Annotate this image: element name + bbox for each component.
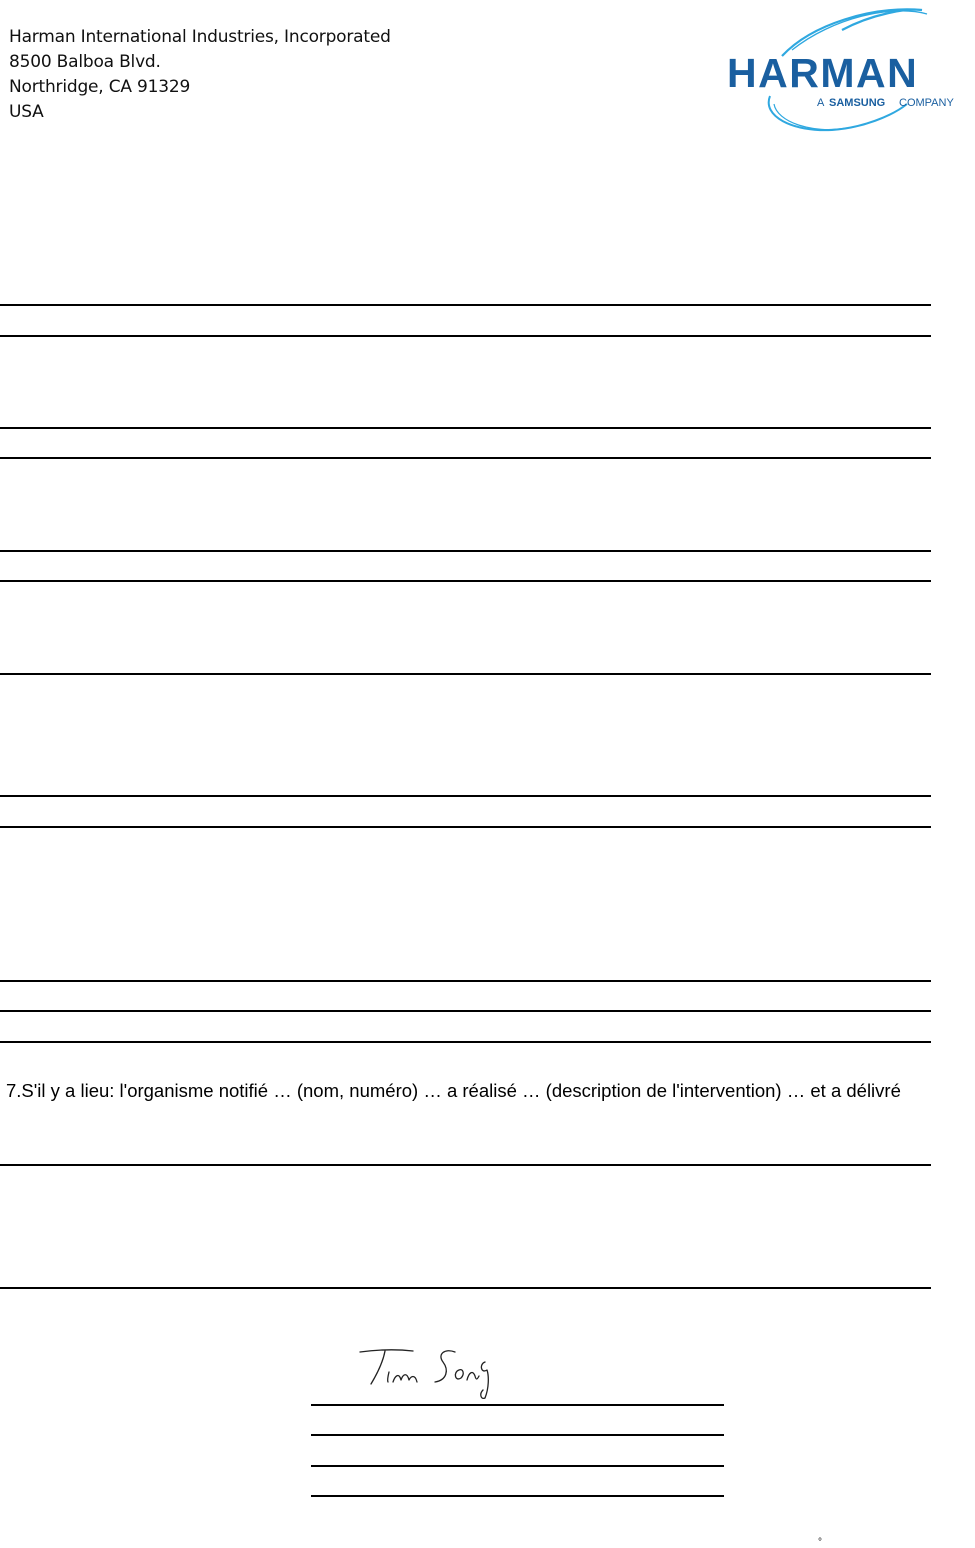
logo-tagline-brand: SAMSUNG bbox=[829, 97, 886, 109]
name-line bbox=[311, 1434, 724, 1436]
form-line bbox=[0, 427, 931, 429]
form-line bbox=[0, 795, 931, 797]
title-line bbox=[311, 1465, 724, 1467]
form-line bbox=[0, 457, 931, 459]
handwritten-signature-icon bbox=[355, 1340, 505, 1404]
section-7-text: 7.S'il y a lieu: l'organisme notifié … (nom, numéro) … a réalisé … (description de l'intervention) … et a délivré bbox=[6, 1080, 901, 1101]
form-line bbox=[0, 1287, 931, 1289]
harman-logo bbox=[722, 4, 972, 136]
address-line-street: 8500 Balboa Blvd. bbox=[9, 52, 161, 72]
form-line bbox=[0, 1010, 931, 1012]
date-line bbox=[311, 1495, 724, 1497]
form-line bbox=[0, 826, 931, 828]
form-line bbox=[0, 673, 931, 675]
form-line bbox=[0, 304, 931, 306]
footer-mark: ° bbox=[818, 1537, 822, 1548]
harman-logo-graphic bbox=[722, 4, 972, 136]
address-line-country: USA bbox=[9, 102, 44, 122]
logo-tagline-prefix: A bbox=[817, 97, 825, 109]
form-line bbox=[0, 335, 931, 337]
form-line bbox=[0, 1041, 931, 1043]
signature-line bbox=[311, 1404, 724, 1406]
form-line bbox=[0, 1164, 931, 1166]
signature bbox=[355, 1340, 505, 1404]
form-line bbox=[0, 580, 931, 582]
logo-wordmark: HARMAN bbox=[727, 50, 919, 96]
address-line-company: Harman International Industries, Incorporated bbox=[9, 27, 391, 47]
form-line bbox=[0, 550, 931, 552]
company-address bbox=[9, 25, 391, 125]
logo-swoosh-upper-thin bbox=[792, 11, 927, 50]
logo-tagline-suffix: COMPANY bbox=[899, 97, 954, 109]
form-line bbox=[0, 980, 931, 982]
address-line-city: Northridge, CA 91329 bbox=[9, 77, 191, 97]
